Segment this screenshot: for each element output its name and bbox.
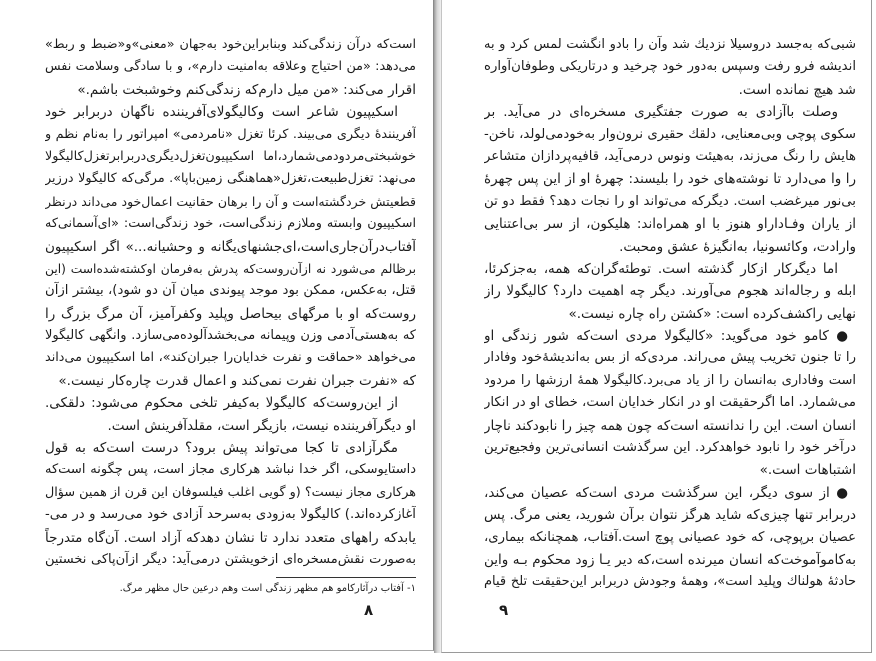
footnote: ۱- آفتاب درآثارکامو هم مظهر زندگی است وهم درعین حال مظهر مرگ. bbox=[119, 583, 416, 594]
text-line: را تا جنون تخریب پیش می‌راند. مردی‌که از بس به‌اندیشهٔ‌خود وفادار bbox=[484, 350, 856, 366]
text-line: وارادت، وکائسونیا، به‌انگیزهٔ عشق ومحبت. bbox=[619, 238, 856, 255]
text-line: اما دیگرکار ازکار گذشته است. توطئه‌گران‌که همه، به‌جزکرئا، bbox=[484, 260, 838, 277]
text-line: ● از سوی دیگر، این سرگذشت مردی است‌که عصیان می‌کند، bbox=[484, 484, 848, 501]
text-line: حادثهٔ هولناك وپلید است»، وهمهٔ وجودش دربرابر این‌حقیقت تلخ قیام bbox=[484, 574, 856, 590]
text-line: دربرابر تنها چیزی‌که شاید هرگز نتوان برآن شورید، یعنی مرگ. پس bbox=[484, 507, 856, 524]
text-line: خوشبختی‌مردودمی‌شمارد،اما اسکیپیون‌تغزل‌دیگری‌دربرابرتغزل‌کالیگولا bbox=[45, 148, 416, 164]
text-line: است‌که درآن زندگی‌کند وبنابراین‌خود به‌جهان «معنی»و«ضبط و ربط» bbox=[45, 37, 416, 52]
text-line: برظالم می‌شورد نه ازآن‌روست‌که پدرش به‌فرمان اوکشته‌شده‌است (این bbox=[45, 261, 416, 276]
text-line: هایش را رنگ می‌زند، به‌هیئت ونوس درمی‌آید، قافیه‌پردازان متشاعر bbox=[484, 148, 856, 164]
text-line: اسکیپیون شاعر است وکالیگولای‌آفریننده ناگهان دربرابر خود bbox=[45, 104, 398, 121]
text-line: که «نفرت جبران نفرت نمی‌کند و اعمال قدرت چاره‌کار نیست.» bbox=[58, 372, 416, 389]
page-number: ۹ bbox=[499, 601, 509, 619]
text-line: داستایوسکی، اگر خدا نباشد هرکاری مجاز است، پس چگونه است‌که bbox=[45, 462, 416, 478]
text-line: نهایی راکشف‌کرده است: «کشتن راه چاره نیست.» bbox=[568, 305, 856, 322]
text-line: شبی‌که به‌جسد دروسیلا نزدیك شد وآن را بادو انگشت لمس کرد و به bbox=[484, 37, 856, 52]
text-line: است وفاداری به‌انسان را از یاد می‌برد.کالیگولا همهٔ ارزشها را مردود bbox=[484, 372, 856, 388]
right-page-text bbox=[484, 34, 856, 594]
text-line: می‌خواهد «حماقت و نفرت خدایان‌را جبران‌کند»، اما اسکیپیون می‌داند bbox=[45, 350, 416, 366]
text-line: انسان است. این را ندانسته است‌که چون همه چیز را نابودکند ناچار bbox=[484, 417, 856, 434]
page-number: ۸ bbox=[364, 601, 374, 619]
text-line: که به‌هستی‌آدمی وزن وپیمانه می‌بخشدآلوده‌می‌سازد. وانگهی کالیگولا bbox=[45, 328, 416, 344]
text-line: سکوی پوچی وبی‌معنایی، دلقك حقیری نرون‌وار به‌خودمی‌لولد، ناخن- bbox=[484, 126, 856, 142]
text-line: ابله و رجاله‌اند هجوم می‌آورند. دیگر چه اهمیت دارد؟ کالیگولا راز bbox=[484, 283, 856, 300]
text-line: بی‌نور میرغضب است. دیگرکه می‌تواند او را نجات دهد؟ فقط دو تن bbox=[484, 193, 856, 209]
text-line: وصلت باآزادی به صورت جفتگیری مسخره‌ای در می‌آید. بر bbox=[484, 104, 838, 121]
text-line: او دیگرآفریننده نیست، بازیگر است، مقلدآفرینش است. bbox=[107, 417, 416, 434]
text-line: یابدکه راههای متعدد ندارد تا نشان دهدکه آزاد است. آن‌گاه متدرجاً bbox=[45, 529, 416, 546]
text-line: مگرآزادی تا کجا می‌تواند پیش برود؟ درست است‌که به قول bbox=[45, 440, 398, 457]
text-line: قطعیتش خردگشته‌است و آن را برهان حقانیت اعمال‌خود می‌داند درنظر bbox=[45, 193, 416, 209]
text-line: آغازکرده‌اند.) کالیگولا به‌زودی به‌سرحد آزادی خود می‌رسد و در می- bbox=[45, 507, 416, 523]
book-spine bbox=[434, 0, 441, 653]
left-page bbox=[0, 0, 434, 651]
text-line: درآخر خود را نابود خواهدکرد. این سرگذشت انسانی‌ترین وفجیع‌ترین bbox=[484, 440, 856, 456]
footnote-rule bbox=[276, 577, 416, 578]
text-line: اسکیپیون وابسته وملازم زندگی‌است، خود زندگی‌است: «ای‌آسمانی‌که bbox=[45, 216, 416, 232]
text-line: عصیان برپوچی، که خود عصیانی پوچ است.آفتاب، همچنانکه بیماری، bbox=[484, 529, 856, 545]
left-page-text bbox=[45, 34, 416, 571]
text-line: از این‌روست‌که کالیگولا به‌کیفر تلخی محکوم می‌شود: دلقکی. bbox=[45, 395, 398, 412]
text-line: می‌نهد: تغزل‌طبیعت،تغزل«هماهنگی زمین‌باپا». مرگی‌که کالیگولا درزیر bbox=[45, 171, 416, 187]
text-line: اندیشه فرو رفت وسپس به‌دور خود چرخید و درتاریکی وطوفان‌آواره bbox=[484, 59, 856, 75]
text-line: به‌کاموآموخت‌که انسان میرنده است،که دیر یـا زود محکوم بـه واین bbox=[484, 551, 856, 568]
text-line: ● کامو خود می‌گوید: «کالیگولا مردی است‌که شور زندگی او bbox=[484, 328, 848, 345]
text-line: آفتاب‌درآن‌جاری‌است،ای‌جشنهای‌یگانه و وحشیانه...» اگر اسکیپیون bbox=[45, 238, 416, 255]
text-line: اقرار می‌کند: «من میل دارم‌که زندگی‌کنم وخوشبخت باشم.» bbox=[77, 81, 416, 98]
text-line: از یاران وفـاداراو هنوز با او همراه‌اند: هلیکون، از سر بی‌اعتنایی bbox=[484, 216, 856, 233]
text-line: را وا می‌دارد تا نوشته‌های خود را بلیسند: چهرهٔ او از این پس چهرهٔ bbox=[484, 171, 856, 188]
text-line: آفرینندهٔ دیگری می‌بیند. کرئا تغزل «نامردمی» امپراتور را به‌نام نظم و bbox=[45, 126, 416, 142]
text-line: روست‌که او با مرگهای بیحاصل وپلید وکفرآمیز، آن مرگ بزرگ را bbox=[45, 305, 416, 322]
text-line: هرکاری مجاز نیست؟ (و گویی اغلب فیلسوفان این قرن از همین سؤال bbox=[45, 484, 416, 500]
text-line: به‌صورت نقش‌مسخره‌ای ازخویشتن درمی‌آید: دیگر ازآن‌پاکی نخستین bbox=[45, 551, 416, 567]
text-line: می‌شمارد. اما اگرحقیقت او در انکار خدایان است، خطای او در انکار bbox=[484, 395, 856, 411]
text-line: می‌دهد: «من احتیاج وعلاقه به‌امنیت دارم»، و با سادگی وسلامت نفس bbox=[45, 59, 416, 75]
text-line: اشتباهات است.» bbox=[759, 462, 856, 479]
right-page bbox=[441, 0, 872, 653]
text-line: شد هیچ نمانده است. bbox=[738, 81, 856, 98]
text-line: قتل، به‌عکس، ممکن بود موجد پیوندی میان آن دو شود)، بیشتر ازآن bbox=[45, 283, 416, 299]
